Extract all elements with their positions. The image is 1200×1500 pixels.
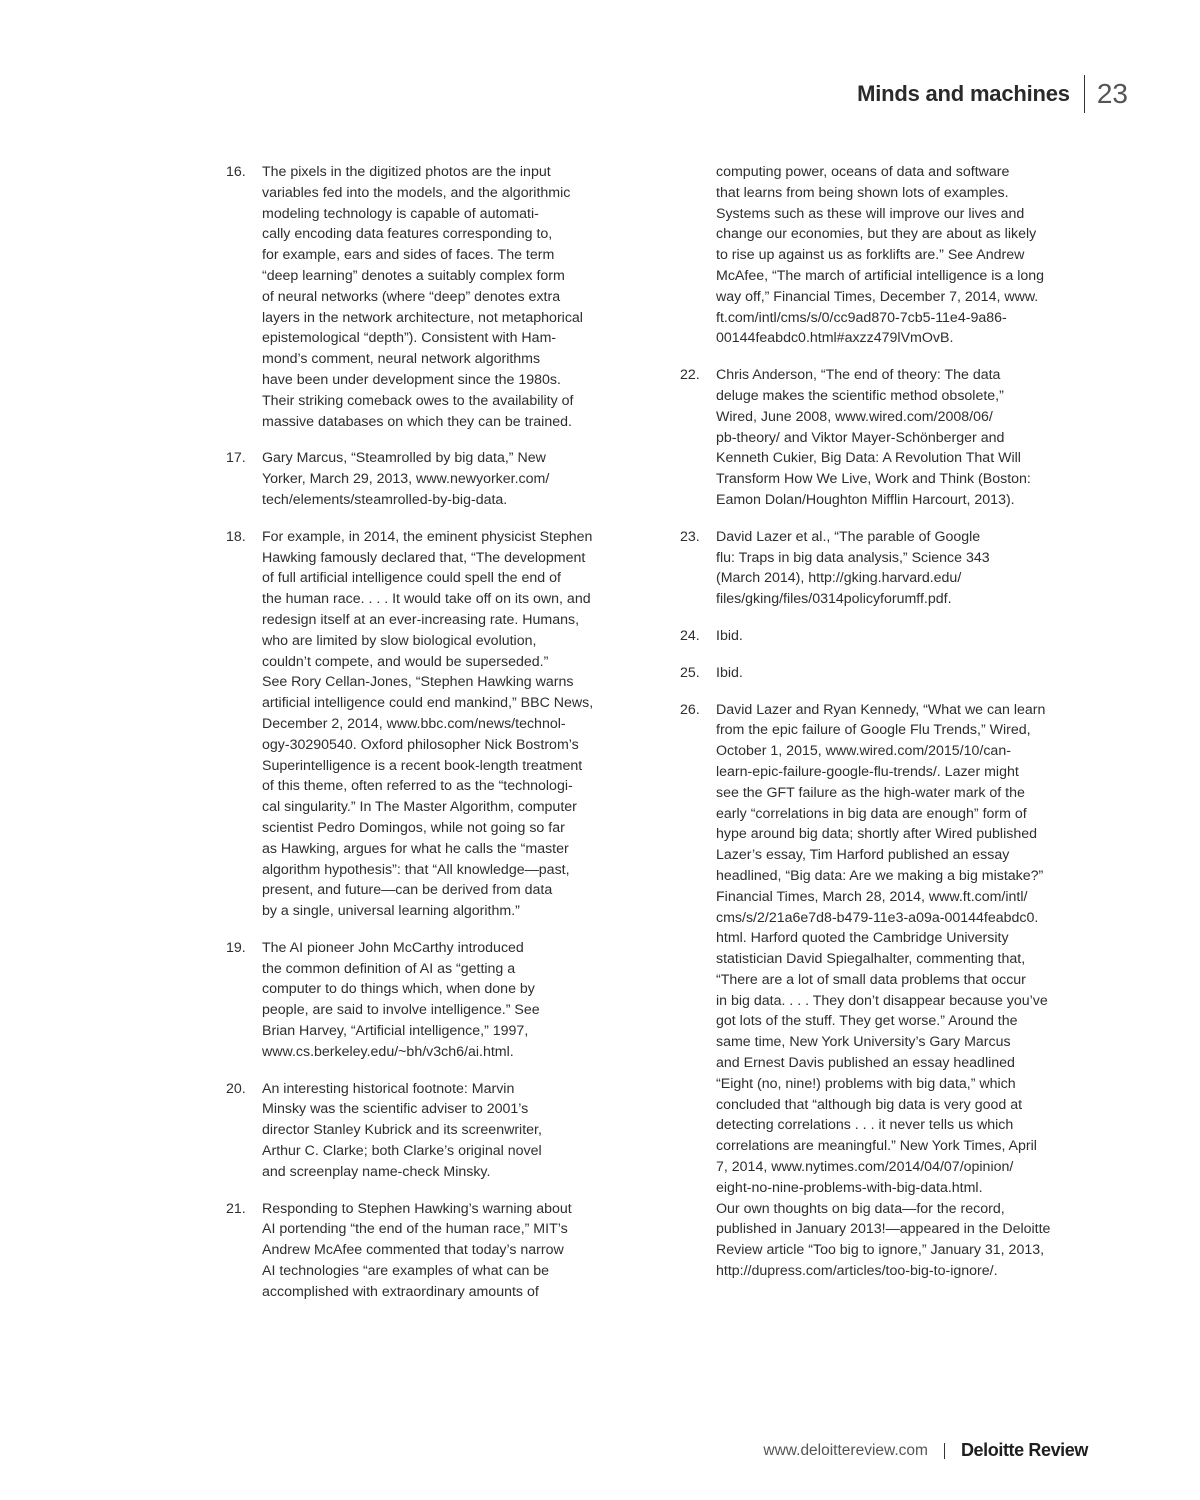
endnote-text: For example, in 2014, the eminent physicist Stephen Hawking famously declared that, “The development of full artificial intelligence could spell the end of the human race. . . . It would take off on its own, and redesign itself at an ever-increasing rate. Humans, who are limited by slow biological evolution, couldn’t compete, and would be superseded.” See Rory Cellan-Jones, “Stephen Hawking warns artificial intelligence could end mankind,” BBC News, December 2, 2014, www.bbc.com/news/technol- ogy-30290540. Oxford philosopher Nick Bostrom’s Superintelligence is a recent book-length treatment of this theme, often referred to as the “technologi- cal singularity.” In The Master Algorithm, computer scientist Pedro Domingos, while not going so far as Hawking, argues for what he calls the “master algorithm hypothesis”: that “All knowledge—past, present, and future—can be derived from data by a single, universal learning algorithm.”: [262, 528, 594, 920]
endnote-19: [226, 938, 646, 1063]
page-number: 23: [1096, 78, 1128, 109]
endnote-16: [226, 162, 646, 432]
endnote-number: 21.: [226, 1200, 246, 1217]
endnote-text: Chris Anderson, “The end of theory: The data deluge makes the scientific method obsolete,” Wired, June 2008, www.wired.com/2008/06/ pb-theory/ and Viktor Mayer-Schönberger and Kenneth Cukier, Big Data: A Revolution That Will Transform How We Live, Work and Think (Boston: Eamon Dolan/Houghton Mifflin Harcourt, 2013).: [716, 367, 1031, 508]
endnote-20: [226, 1079, 646, 1183]
endnote-number: 16.: [226, 164, 246, 180]
endnote-text: Ibid.: [716, 627, 743, 644]
page-header: [857, 74, 1128, 114]
endnote-21: [226, 1199, 646, 1303]
page-footer: [763, 1440, 1088, 1461]
endnote-text: Gary Marcus, “Steamrolled by big data,” New Yorker, March 29, 2013, www.newyorker.com/ tech/elements/steamrolled-by-big-data.: [262, 450, 550, 508]
endnote-text: Ibid.: [716, 664, 743, 681]
endnote-18: [226, 527, 646, 922]
endnote-text: The pixels in the digitized photos are the input variables fed into the models, and the algorithmic modeling technology is capable of automati- cally encoding data features corresponding to, for example, ears and sides of faces. The term “deep learning” denotes a suitably complex form of neural networks (where “deep” denotes extra layers in the network architecture, not metaphorical epistemological “depth”). Consistent with Ham- mond’s comment, neural network algorithms have been under development since the 1980s. Their striking comeback owes to the availability of massive databases on which they can be trained.: [262, 164, 583, 430]
endnote-26: [680, 700, 1100, 1282]
endnote-number: 24.: [680, 627, 700, 644]
endnote-23: [680, 527, 1100, 610]
endnote-17: [226, 448, 646, 510]
section-title: Minds and machines: [857, 81, 1070, 106]
right-column: [680, 162, 1100, 1298]
website-link[interactable]: www.deloittereview.com: [763, 1441, 928, 1459]
endnote-number: 17.: [226, 450, 246, 467]
endnote-text: An interesting historical footnote: Marvin Minsky was the scientific adviser to 2001’s director Stanley Kubrick and its screenwriter, Arthur C. Clarke; both Clarke’s original novel and screenplay name-check Minsky.: [262, 1080, 542, 1180]
endnote-number: 19.: [226, 939, 246, 956]
endnote-number: 26.: [680, 701, 700, 718]
endnote-24: [680, 626, 1100, 647]
endnote-25: [680, 663, 1100, 684]
endnote-text: David Lazer and Ryan Kennedy, “What we can learn from the epic failure of Google Flu Trends,” Wired, October 1, 2015, www.wired.com/2015/10/can- learn-epic-failure-google-flu-trends/. Lazer might see the GFT failure as the high-water mark of the early “correlations in big data are enough” form of hype around big data; shortly after Wired published Lazer’s essay, Tim Harford published an essay headlined, “Big data: Are we making a big mistake?” Financial Times, March 28, 2014, www.ft.com/intl/ cms/s/2/21a6e7d8-b479-11e3-a09a-00144feabdc0. html. Harford quoted the Cambridge University statistician David Spiegalhalter, commenting that, “There are a lot of small data problems that occur in big data. . . . They don’t disappear because you’ve got lots of the stuff. They get worse.” Around the same time, New York University’s Gary Marcus and Ernest Davis published an essay headlined “Eight (no, nine!) problems with big data,” which concluded that “although big data is very good at detecting correlations . . . it never tells us which correlations are meaningful.” New York Times, April 7, 2014, www.nytimes.com/2014/04/07/opinion/ eight-no-nine-problems-with-big-data.html. Our own thoughts on big data—for the record, published in January 2013!—appeared in the Deloitte Review article “Too big to ignore,” January 31, 2013, http://dupress.com/articles/too-big-to-ignore/.: [716, 701, 1051, 1280]
endnote-22: [680, 365, 1100, 511]
endnote-number: 25.: [680, 664, 700, 681]
endnote-text: David Lazer et al., “The parable of Google flu: Traps in big data analysis,” Science 343 (March 2014), http://gking.harvard.edu/ files/gking/files/0314policyforumff.pdf.: [716, 528, 990, 608]
endnote-number: 23.: [680, 528, 700, 545]
endnote-text: Responding to Stephen Hawking’s warning about AI portending “the end of the human race,” MIT’s Andrew McAfee commented that today’s narrow AI technologies “are examples of what can be accomplished with extraordinary amounts of: [262, 1200, 572, 1300]
endnote-number: 20.: [226, 1080, 246, 1097]
endnote-number: 18.: [226, 528, 246, 545]
endnote-text: The AI pioneer John McCarthy introduced the common definition of AI as “getting a computer to do things which, when done by people, are said to involve intelligence.” See Brian Harvey, “Artificial intelligence,” 1997, www.cs.berkeley.edu/~bh/v3ch6/ai.html.: [262, 939, 540, 1060]
publication-brand: Deloitte Review: [960, 1440, 1088, 1460]
endnote-number: 22.: [680, 367, 700, 384]
left-column: [226, 162, 646, 1319]
endnote-21-continuation: computing power, oceans of data and software that learns from being shown lots of examples. Systems such as these will improve our lives and change our economies, but they are about as likely to rise up against us as forklifts are.” See Andrew McAfee, “The march of artificial intelligence is a long way off,” Financial Times, December 7, 2014, www. ft.com/intl/cms/s/0/cc9ad870-7cb5-11e4-9a86- 00144feabdc0.html#axzz479lVmOvB.: [716, 164, 1045, 347]
